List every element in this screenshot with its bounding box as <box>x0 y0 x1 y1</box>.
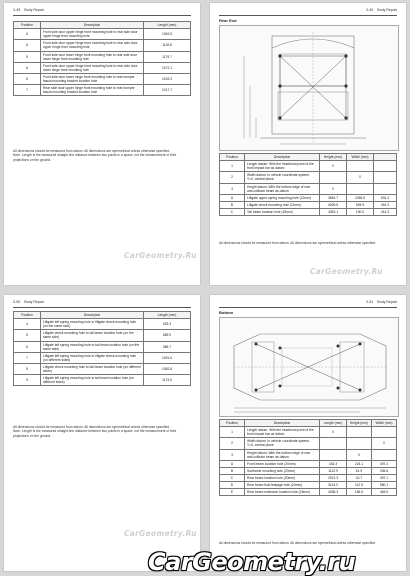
length-cell: 3144.0 <box>320 482 347 489</box>
table-row <box>220 201 397 208</box>
table-row <box>14 73 191 84</box>
table-row <box>220 183 397 194</box>
length-cell: 1082.8 <box>144 363 191 374</box>
position-cell: 2 <box>220 438 245 449</box>
page-note: All dimensions should be measured from datum. All dimensions are symmetrical unless otherwise specified. <box>219 241 377 245</box>
length-cell: 2921.3 <box>320 474 347 481</box>
width-cell: 497.4 <box>372 460 397 467</box>
position-cell: 8 <box>14 363 41 374</box>
section-title: Rear End <box>219 18 237 23</box>
position-cell: 1 <box>220 427 245 438</box>
length-cell: 1179.7 <box>144 51 191 62</box>
header-rule <box>219 15 397 16</box>
col-height: Height (mm) <box>347 420 372 427</box>
col-width: Width (mm) <box>347 154 374 161</box>
position-cell: 2 <box>220 172 245 183</box>
length-cell <box>320 438 347 449</box>
table-row <box>220 460 397 467</box>
table-row <box>14 40 191 51</box>
col-description: Description <box>245 154 320 161</box>
page-header: 3-50 Body Repair <box>13 300 44 304</box>
bottom-table <box>219 419 397 496</box>
width-2-cell: 531.4 <box>374 194 397 201</box>
position-cell: 6 <box>14 40 41 51</box>
width-cell <box>347 161 374 172</box>
page-note: All dimensions should be measured from datum. All dimensions are symmetrical unless otherwise specified. Note: Length is the measured straight-line distance between two points in a space, not the measurement of their projections on the ground. <box>13 149 177 162</box>
length-cell: 1174.5 <box>144 375 191 386</box>
page-header: 3-49 Body Repair <box>13 8 44 12</box>
position-cell: 4 <box>14 319 41 330</box>
position-cell: 3 <box>220 183 245 194</box>
width-cell: 1085.5 <box>347 194 374 201</box>
height-cell: 3854.7 <box>320 194 347 201</box>
table-row <box>14 319 191 330</box>
description-cell: Rear beam fluid leakage hole (20mm) <box>245 482 320 489</box>
length-cell: 633.3 <box>144 319 191 330</box>
width-cell <box>372 427 397 438</box>
col-width-2 <box>374 154 397 161</box>
table-row <box>220 172 397 183</box>
length-cell: 1116.8 <box>144 40 191 51</box>
position-cell: C <box>220 208 245 215</box>
length-cell: 4288.3 <box>320 489 347 496</box>
description-cell: Liftgate left spring mounting hole to tail beam location hole (on the same side) <box>41 341 144 352</box>
position-cell: E <box>220 489 245 496</box>
description-cell: Tail beam location hole (18mm) <box>245 208 320 215</box>
length-table <box>13 21 191 96</box>
position-cell: 6 <box>14 29 41 40</box>
width-2-cell <box>374 183 397 194</box>
table-row <box>220 449 397 460</box>
rear-end-drawing <box>220 26 398 150</box>
description-cell: Rear side door upper hinge front mounting hole to rear bumper fascia mounting bracket location hole <box>41 85 144 96</box>
table-row <box>14 341 191 352</box>
length-cell <box>320 449 347 460</box>
height-cell: 184.6 <box>347 489 372 496</box>
position-cell: 7 <box>14 352 41 363</box>
col-position: Position <box>14 22 41 29</box>
description-cell: Liftgate check mounting hole to tail beam location hole (on the same side) <box>41 330 144 341</box>
width-cell: 594.9 <box>347 201 374 208</box>
height-cell <box>320 172 347 183</box>
table-row <box>14 330 191 341</box>
description-cell: Front side door upper hinge front mounting hole to rear side door lower hinge front mounting hole <box>41 62 144 73</box>
length-cell: 1072.1 <box>144 62 191 73</box>
position-cell: 7 <box>14 85 41 96</box>
length-cell: 0 <box>320 427 347 438</box>
page-note: All dimensions should be measured from datum. All dimensions are symmetrical unless otherwise specified. Note: Length is the measured straight-line distance between two points in a space, not the measurement of their projections on the ground. <box>13 425 177 438</box>
description-cell: Height datum: With the bottom edge of rear anti-collision beam as datum <box>245 449 320 460</box>
table-row <box>14 363 191 374</box>
page-bottom-left <box>4 295 200 571</box>
position-cell: A <box>220 460 245 467</box>
width-2-cell <box>374 172 397 183</box>
table-row <box>14 29 191 40</box>
description-cell: Liftgate left spring mounting hole to liftgate check mounting hole (on different sides) <box>41 352 144 363</box>
width-2-cell: 414.3 <box>374 208 397 215</box>
width-2-cell <box>374 161 397 172</box>
length-table <box>13 311 191 386</box>
col-width: Width (mm) <box>372 420 397 427</box>
watermark: CarGeometry.Ru <box>310 267 383 276</box>
page-top-right <box>210 3 406 285</box>
width-cell: 335.6 <box>372 467 397 474</box>
description-cell: Height datum: With the bottom edge of rear anti-collision beam as datum <box>245 183 320 194</box>
position-cell: D <box>220 482 245 489</box>
col-position: Position <box>220 420 245 427</box>
underbody-drawing <box>220 318 398 416</box>
position-cell: C <box>220 474 245 481</box>
col-description: Description <box>245 420 320 427</box>
position-cell: 5 <box>14 330 41 341</box>
height-cell <box>347 438 372 449</box>
page-header: 3-49 Body Repair <box>366 8 397 12</box>
width-cell: 190.0 <box>347 208 374 215</box>
table-row <box>220 427 397 438</box>
description-cell: Rear beam extension location hole (18mm) <box>245 489 320 496</box>
width-cell: 497.1 <box>372 474 397 481</box>
table-row <box>220 438 397 449</box>
height-cell: 61.9 <box>347 467 372 474</box>
page-bottom-right <box>210 295 406 571</box>
table-row <box>14 51 191 62</box>
table-row <box>220 467 397 474</box>
width-2-cell: 491.3 <box>374 201 397 208</box>
table-row <box>220 482 397 489</box>
description-cell: Front side door upper hinge front mounting hole to rear side door upper hinge front mounting hole <box>41 29 144 40</box>
length-cell: 434.3 <box>320 460 347 467</box>
watermark: CarGeometry.Ru <box>124 529 197 538</box>
table-row <box>220 489 397 496</box>
description-cell: Liftgate check mounting hole (11mm) <box>245 201 320 208</box>
description-cell: Front beam location hole (20mm) <box>245 460 320 467</box>
header-rule <box>13 307 191 308</box>
description-cell: Subframe mounting hole (20mm) <box>245 467 320 474</box>
description-cell: Liftgate check mounting hole to tail beam location hole (on different sides) <box>41 363 144 374</box>
position-cell: 6 <box>14 341 41 352</box>
height-cell: 0 <box>320 161 347 172</box>
description-cell: Width datum: In vehicle coordinate system, Y=0, central plane <box>245 438 320 449</box>
height-cell: 112.9 <box>347 482 372 489</box>
description-cell: Length datum: With the headmost point of the front impact bar as datum <box>245 161 320 172</box>
height-cell: 0 <box>320 183 347 194</box>
description-cell: Liftgate left spring mounting hole to tail beam location hole (on different sides) <box>41 375 144 386</box>
position-cell: B <box>220 467 245 474</box>
width-cell: 463.0 <box>372 489 397 496</box>
rear-end-table <box>219 153 397 216</box>
length-cell: 1017.7 <box>144 85 191 96</box>
section-title: Bottom <box>219 310 233 315</box>
col-description: Description <box>41 22 144 29</box>
table-row <box>220 208 397 215</box>
height-cell <box>347 427 372 438</box>
description-cell: Length datum: With the headmost point of the front impact bar as datum <box>245 427 320 438</box>
length-cell: 1062.5 <box>144 29 191 40</box>
length-cell: 1112.9 <box>320 467 347 474</box>
col-length: Length (mm) <box>144 22 191 29</box>
col-length: Length (mm) <box>144 312 191 319</box>
width-cell <box>347 183 374 194</box>
table-row <box>14 375 191 386</box>
col-height: Height (mm) <box>320 154 347 161</box>
height-cell: 42.7 <box>347 474 372 481</box>
position-cell: 9 <box>14 375 41 386</box>
position-cell: A <box>220 194 245 201</box>
description-cell: Front side door lower hinge front mounting hole to rear side door lower hinge front mounting hole <box>41 51 144 62</box>
position-cell: 6 <box>14 73 41 84</box>
table-row <box>14 352 191 363</box>
height-cell: 4363.1 <box>320 208 347 215</box>
position-cell: 6 <box>14 62 41 73</box>
position-cell: 3 <box>220 449 245 460</box>
position-cell: 5 <box>14 51 41 62</box>
table-row <box>220 194 397 201</box>
description-cell: Rear beam location hole (20mm) <box>245 474 320 481</box>
table-row <box>220 474 397 481</box>
width-cell: 580.1 <box>372 482 397 489</box>
page-note: All dimensions should be measured from datum. All dimensions are symmetrical unless otherwise specified. <box>219 541 377 545</box>
description-cell: Front side door lower hinge front mounting hole to rear bumper fascia mounting bracket location hole <box>41 73 144 84</box>
length-cell: 689.9 <box>144 330 191 341</box>
watermark: CarGeometry.Ru <box>124 251 197 260</box>
table-row <box>14 62 191 73</box>
table-row <box>14 85 191 96</box>
width-cell: 0 <box>372 438 397 449</box>
position-cell: B <box>220 201 245 208</box>
col-position: Position <box>220 154 245 161</box>
length-cell: 986.7 <box>144 341 191 352</box>
height-cell: 224.1 <box>347 460 372 467</box>
bottom-diagram <box>219 317 399 417</box>
width-cell: 0 <box>347 172 374 183</box>
length-cell: 1491.6 <box>144 352 191 363</box>
height-cell: 4269.5 <box>320 201 347 208</box>
col-position: Position <box>14 312 41 319</box>
page-top-left <box>4 3 200 285</box>
description-cell: Width datum: In vehicle coordinate system, Y=0, central plane <box>245 172 320 183</box>
col-description: Description <box>41 312 144 319</box>
rear-end-diagram <box>219 25 399 151</box>
position-cell: 1 <box>220 161 245 172</box>
width-cell <box>372 449 397 460</box>
description-cell: Liftgate upper spring mounting hole (12mm) <box>245 194 320 201</box>
header-rule <box>219 307 397 308</box>
page-header: 3-51 Body Repair <box>366 300 397 304</box>
header-rule <box>13 15 191 16</box>
length-cell: 1033.3 <box>144 73 191 84</box>
description-cell: Liftgate left spring mounting hole to liftgate check mounting hole (on the same side) <box>41 319 144 330</box>
table-row <box>220 161 397 172</box>
height-cell: 0 <box>347 449 372 460</box>
description-cell: Front side door upper hinge front mounting hole to rear side door upper hinge front mounting hole <box>41 40 144 51</box>
col-length: Length (mm) <box>320 420 347 427</box>
brand-watermark: CarGeometry.ru <box>148 548 356 576</box>
